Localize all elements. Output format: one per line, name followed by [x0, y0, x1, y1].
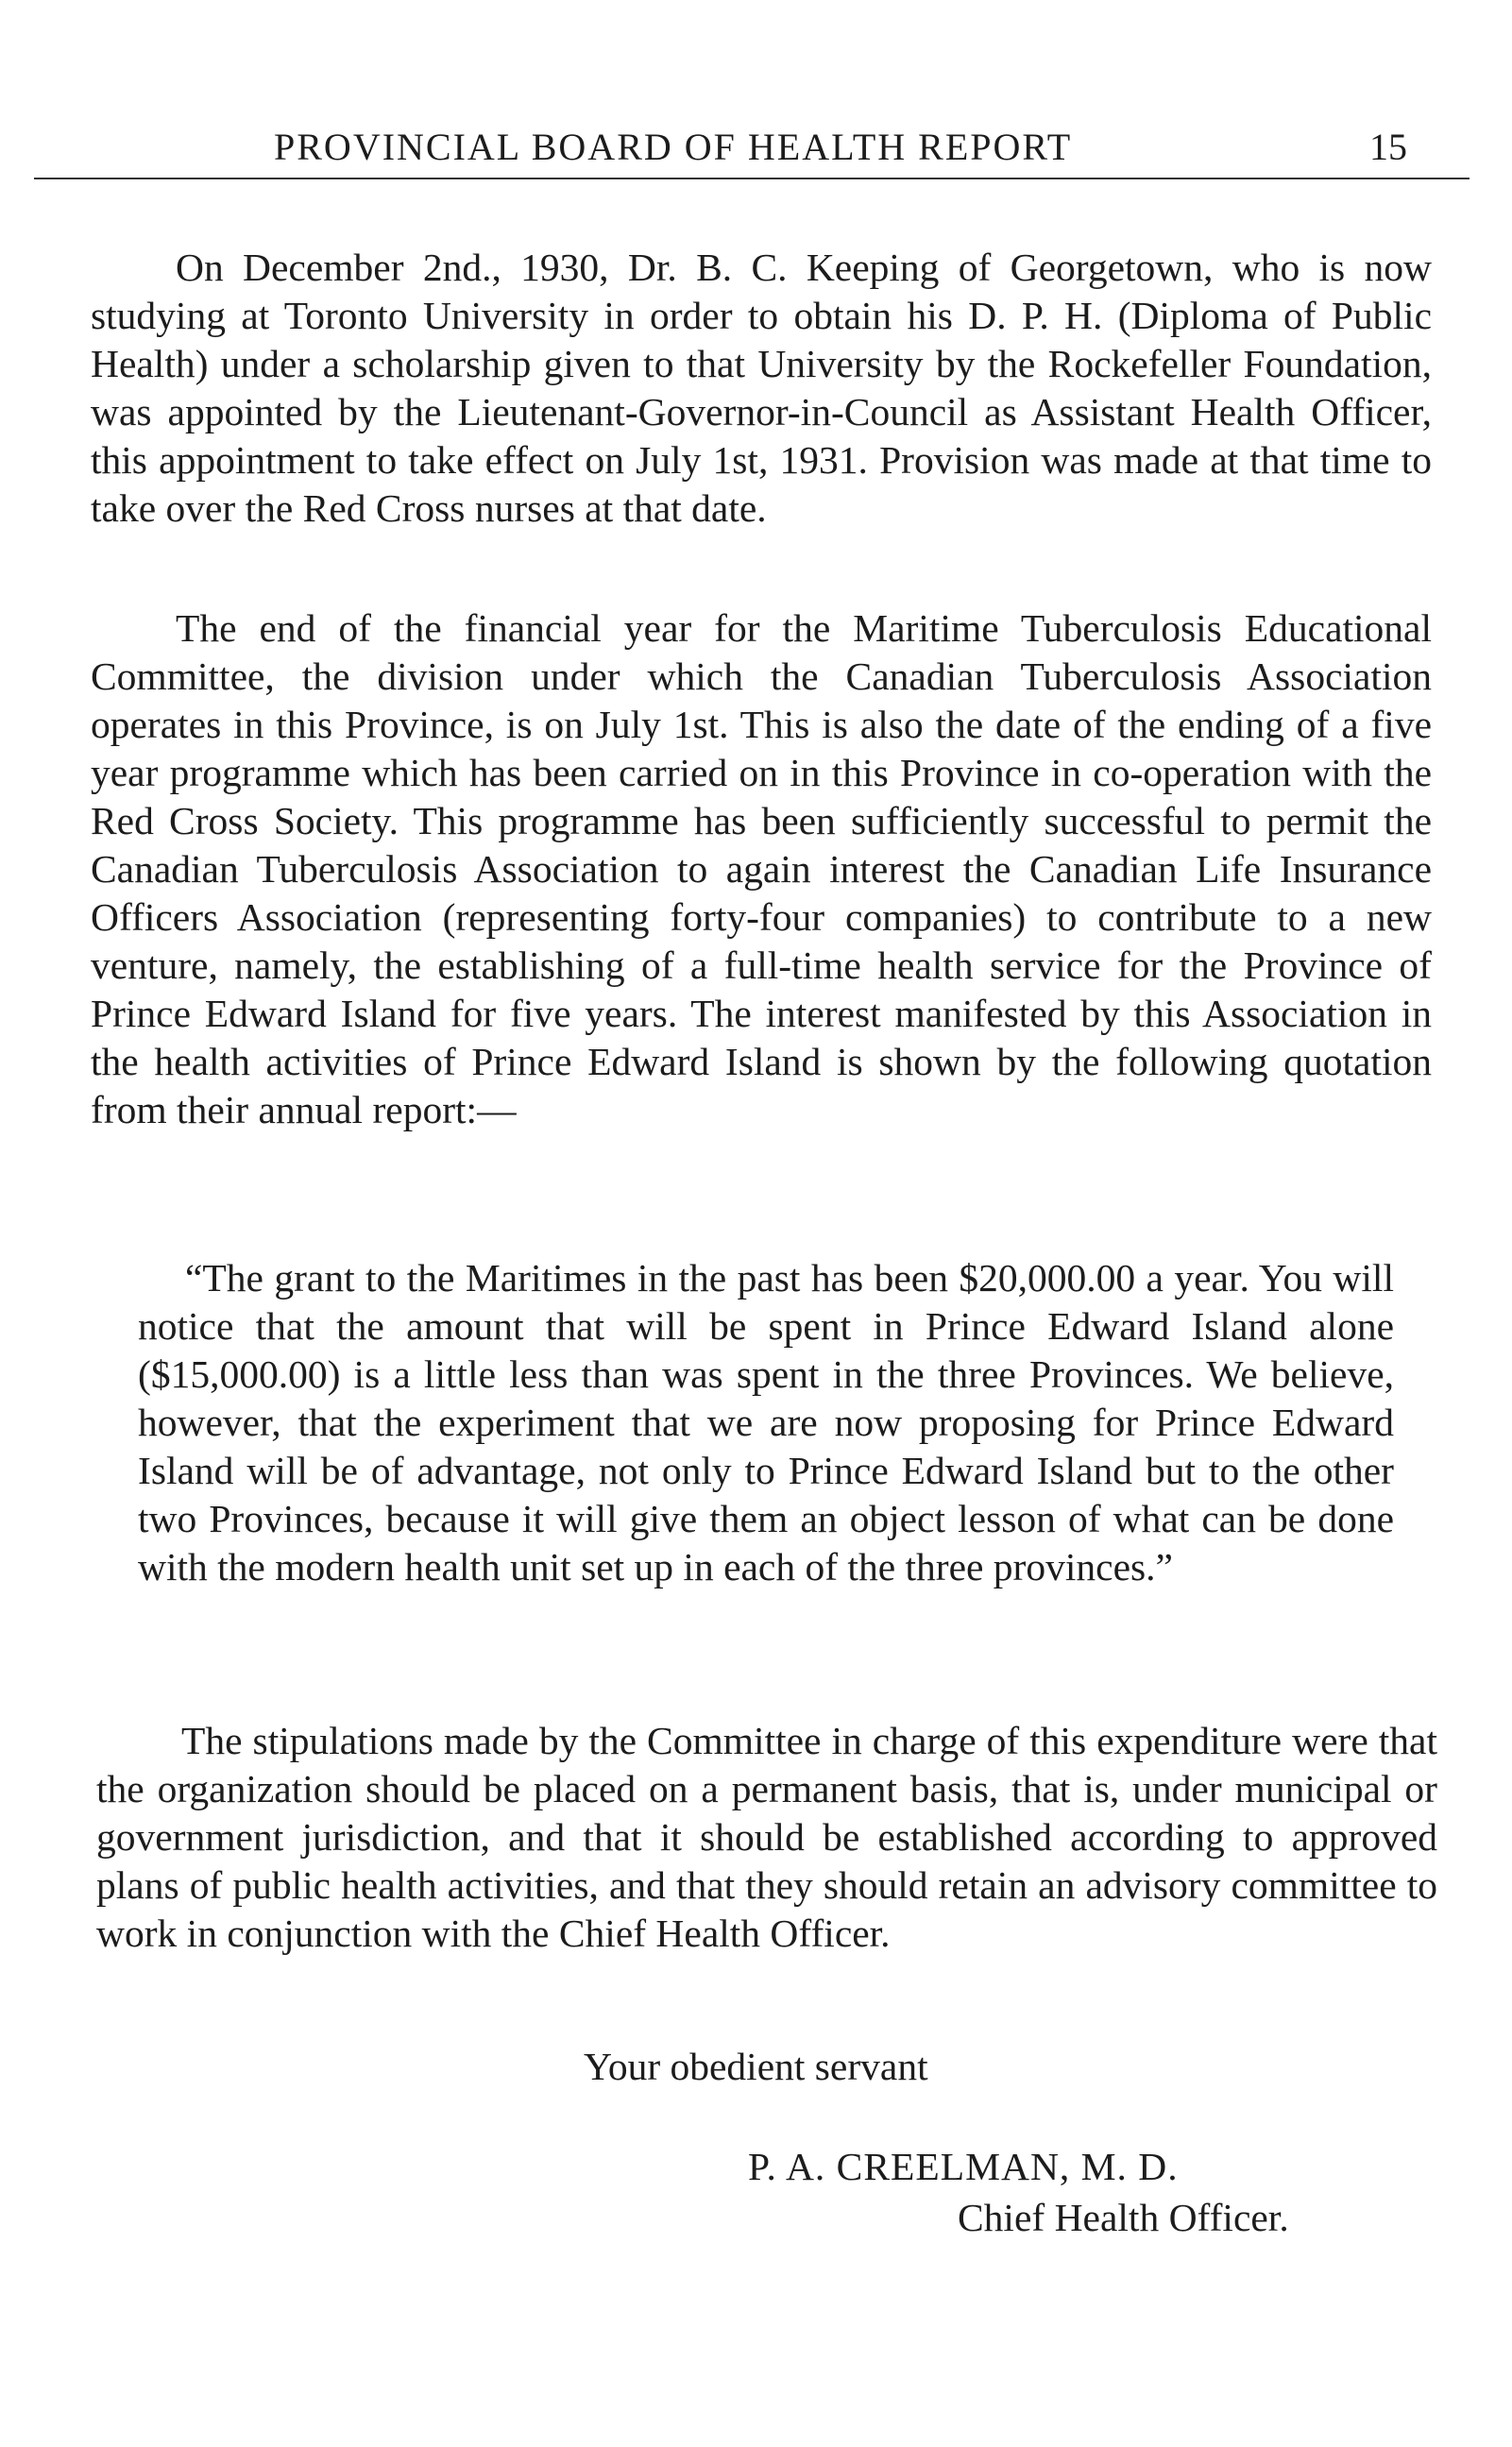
running-head-title: PROVINCIAL BOARD OF HEALTH REPORT	[274, 126, 1073, 168]
page-number: 15	[1369, 126, 1407, 168]
signer-name: P. A. CREELMAN, M. D.	[748, 2145, 1179, 2188]
paragraph-appointment: On December 2nd., 1930, Dr. B. C. Keeping of Georgetown, who is now studying at Toronto University in order to obtain his D. P. H. (Diploma of Public Health) under a scholarship given to that University by the Rockefeller Foundation, was appointed by the Lieutenant-Governor-in-Council as Assistant Health Officer, this appointment to take effect on July 1st, 1931. Provision was made at that time to take over the Red Cross nurses at that date.	[91, 246, 1432, 530]
paragraph-tuberculosis-committee: The end of the financial year for the Maritime Tuberculosis Educational Committee, the division under which the Canadian Tuberculosis Association operates in this Province, is on July 1st. This is also the date of the ending of a five year programme which has been carried on in this Province in co-operation with the Red Cross Society. This programme has been sufficiently successful to permit the Canadian Tuberculosis Association to again interest the Canadian Life Insurance Officers Association (representing forty-four companies) to contribute to a new venture, namely, the establishing of a full-time health service for the Province of Prince Edward Island for five years. The interest manifested by this Association in the health activities of Prince Edward Island is shown by the following quotation from their annual report:—	[91, 606, 1432, 1131]
header-rule	[34, 178, 1470, 179]
quotation-annual-report: “The grant to the Maritimes in the past has been $20,000.00 a year. You will notice that the amount that will be spent in Prince Edward Island alone ($15,000.00) is a little less than was spent in the three Provinces. We believe, however, that the experiment that we are now proposing for Prince Edward Island will be of advantage, not only to Prince Edward Island but to the other two Provinces, because it will give them an object lesson of what can be done with the modern health unit set up in each of the three provinces.”	[138, 1256, 1394, 1589]
paragraph-stipulations: The stipulations made by the Committee in charge of this expenditure were that the organization should be placed on a permanent basis, that is, under municipal or government jurisdiction, and that it should be established according to approved plans of public health activities, and that they should retain an advisory committee to work in conjunction with the Chief Health Officer.	[96, 1719, 1437, 1955]
closing-salutation: Your obedient servant	[584, 2045, 928, 2088]
signer-title: Chief Health Officer.	[958, 2196, 1289, 2239]
